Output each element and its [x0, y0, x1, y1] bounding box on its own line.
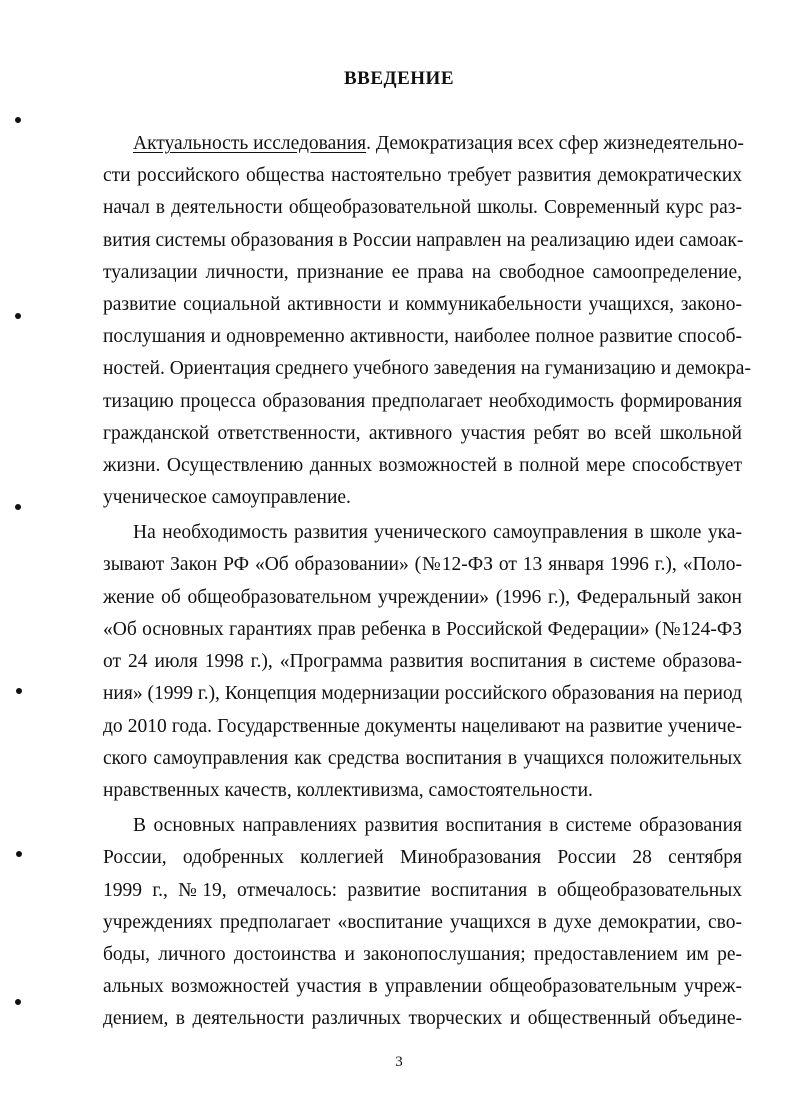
text-line: нравственных качеств, коллективизма, самостоятельности. [103, 780, 593, 801]
binder-hole-mark [15, 313, 21, 319]
binder-hole-mark [16, 851, 22, 857]
text-line: туализации личности, признание ее права на свободное самоопределение, [103, 262, 742, 283]
text-line: На необходимость развития ученического самоуправления в школе ука- [133, 522, 742, 543]
text-line-content: . Демократизация всех сфер жизнедеятельно- [366, 133, 744, 154]
binder-hole-mark [15, 999, 21, 1005]
text-line: ученическое самоуправление. [103, 487, 351, 508]
text-line: зывают Закон РФ «Об образовании» (№12-ФЗ от 13 января 1996 г.), «Поло- [103, 554, 742, 575]
page-number: 3 [395, 1054, 403, 1070]
binder-hole-mark [16, 688, 22, 694]
text-line: жение об общеобразовательном учреждении» (1996 г.), Федеральный закон [103, 587, 742, 608]
text-line: тизацию процесса образования предполагает необходимость формирования [103, 391, 742, 412]
binder-hole-mark [15, 117, 21, 123]
text-line: жизни. Осуществлению данных возможностей в полной мере способствует [103, 455, 742, 476]
text-line: 1999 г., №19, отмечалось: развитие воспитания в общеобразовательных [103, 880, 742, 901]
page-title: ВВЕДЕНИЕ [344, 68, 454, 89]
text-line: России, одобренных коллегией Минобразования России 28 сентября [103, 847, 742, 868]
text-line: развитие социальной активности и коммуникабельности учащихся, законо- [103, 294, 742, 315]
binder-hole-mark [15, 504, 21, 510]
text-line: ского самоуправления как средства воспитания в учащихся положительных [103, 748, 742, 769]
text-line: до 2010 года. Государственные документы нацеливают на развитие учениче- [103, 716, 742, 737]
text-line: боды, личного достоинства и законопослушания; предоставлением им ре- [103, 944, 742, 965]
text-line: сти российского общества настоятельно требует развития демократических [103, 165, 742, 186]
text-line: начал в деятельности общеобразовательной школы. Современный курс раз- [103, 197, 742, 218]
underlined-heading: Актуальность исследования [133, 133, 367, 154]
text-line: В основных направлениях развития воспитания в системе образования [133, 815, 742, 836]
text-line: «Об основных гарантиях прав ребенка в Российской Федерации» (№124-ФЗ [103, 619, 742, 640]
text-line: ностей. Ориентация среднего учебного заведения на гуманизацию и демокра- [103, 358, 751, 379]
text-line: учреждениях предполагает «воспитание учащихся в духе демократии, сво- [103, 912, 742, 933]
text-line: послушания и одновременно активности, наиболее полное развитие способ- [103, 326, 742, 347]
text-line: альных возможностей участия в управлении общеобразовательным учреж- [103, 976, 742, 997]
text-line [133, 132, 742, 156]
text-line: гражданской ответственности, активного участия ребят во всей школьной [103, 423, 742, 444]
text-line: дением, в деятельности различных творческих и общественный объедине- [103, 1008, 742, 1029]
text-line: от 24 июля 1998 г.), «Программа развития воспитания в системе образова- [103, 651, 742, 672]
text-line: ния» (1999 г.), Концепция модернизации российского образования на период [103, 683, 742, 704]
text-line: вития системы образования в России направлен на реализацию идеи самоак- [103, 230, 744, 251]
